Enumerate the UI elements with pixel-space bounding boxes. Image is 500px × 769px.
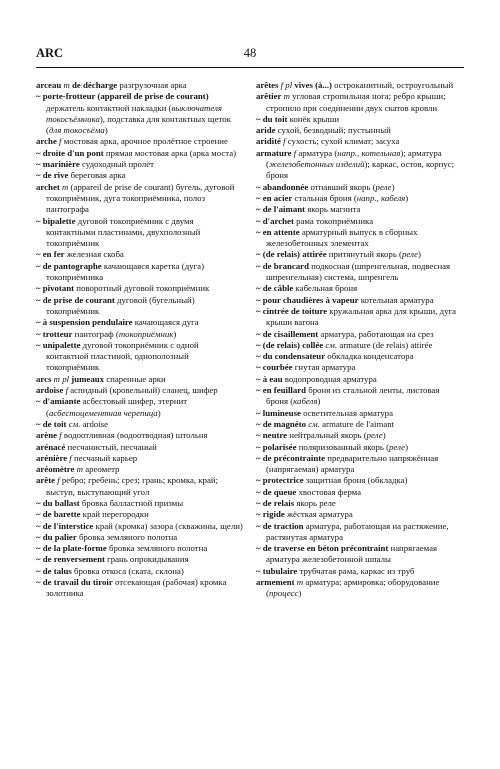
entry-translation: отсекающая (рабочая) кромка золотника	[46, 577, 227, 599]
entry-grammar-note: токоприёмник	[118, 328, 174, 339]
entry-headword: ~ de l'interstice	[36, 520, 94, 531]
dictionary-entry	[256, 148, 463, 182]
dictionary-entry	[256, 430, 463, 441]
entry-translation: край перегородки	[80, 509, 149, 520]
entry-headword: archet	[36, 181, 60, 192]
entry-translation: железная скоба	[64, 249, 124, 260]
entry-headword: ~ de renversement	[36, 554, 105, 565]
entry-headword: ~ de magnéto	[256, 418, 307, 429]
entry-translation: предварительно напряжённая (напрягаемая) арматура	[266, 452, 439, 475]
entry-translation: пантограф (	[72, 328, 119, 339]
dictionary-entry	[36, 80, 243, 91]
entry-translation: )	[157, 407, 161, 418]
entry-headword: ~ du toit	[256, 113, 288, 124]
entry-translation: водопроводная арматура	[282, 373, 377, 384]
entry-grammar-note: для токосъёма	[48, 125, 105, 136]
entry-translation: armature de l'aimant	[322, 418, 395, 429]
entry-headword: ~ porte-frotteur (appareil de prise de courant)	[36, 91, 209, 102]
entry-grammar-note: f	[63, 385, 71, 396]
entry-translation: отпавший якорь (	[308, 181, 376, 192]
dictionary-entry	[256, 475, 463, 486]
page-number: 48	[243, 46, 257, 60]
entry-translation: судоходный пролёт	[79, 159, 154, 170]
right-column	[256, 80, 463, 600]
entry-translation: мостовая арка, арочное пролётное строение	[63, 136, 228, 147]
dictionary-entry	[256, 295, 463, 306]
entry-translation: дуговой токоприёмник с двумя контактными пластинами, двухполозный токоприёмник	[46, 215, 201, 249]
entry-translation: ); арматура (	[266, 147, 442, 170]
dictionary-entry	[256, 385, 463, 408]
left-column	[36, 80, 243, 600]
dictionary-entry	[256, 114, 463, 125]
entry-translation: песчаный карьер	[73, 452, 138, 463]
dictionary-entry	[256, 408, 463, 419]
dictionary-entry	[256, 80, 463, 91]
entry-grammar-note: железобетонных изделий	[268, 159, 365, 170]
entry-headword: ~ de queue	[256, 486, 297, 497]
entry-headword: ~ de précontrainte	[256, 452, 326, 463]
entry-headword: ~ de l'aimant	[256, 204, 306, 215]
entry-headword: arceau	[36, 80, 62, 90]
entry-headword: arénacé	[36, 441, 66, 452]
dictionary-entry	[256, 216, 463, 227]
entry-translation: )	[391, 181, 395, 192]
entry-grammar-note: напр., кабеля	[356, 192, 406, 203]
entry-translation: держатель контактной накладки (	[46, 102, 172, 113]
entry-headword: ~ protectrice	[256, 475, 304, 486]
dictionary-entry	[256, 136, 463, 147]
entry-headword: ~ de talus	[36, 565, 72, 576]
entry-translation: притянутый якорь (	[326, 249, 402, 260]
entry-translation: ); каркас, остов, корпус; броня	[266, 159, 455, 181]
entry-headword: ~ en acier	[256, 192, 293, 203]
dictionary-entry	[36, 283, 243, 294]
entry-grammar-note: f	[67, 452, 74, 463]
entry-translation: песчанистый, песчаный	[65, 441, 157, 452]
entry-headword: ~ (de relais) collée	[256, 339, 324, 350]
entry-headword: ~ tubulaire	[256, 565, 298, 576]
entry-translation: трубчатая рама, каркас из труб	[297, 565, 415, 576]
dictionary-entry	[36, 261, 243, 284]
entry-translation: жёсткая арматура	[284, 509, 353, 520]
entry-headword: armature	[256, 147, 292, 158]
entry-headword: ~ de travail du tiroir	[36, 577, 113, 588]
entry-grammar-note: реле	[366, 430, 383, 441]
entry-translation: дуговой токоприёмник с одной контактной пластиной, однополозный токоприёмник	[46, 339, 199, 373]
entry-headword: ~ du condensateur	[256, 351, 326, 362]
entry-grammar-note: напр., котельная	[337, 147, 401, 158]
entry-grammar-note: реле	[401, 249, 419, 260]
entry-grammar-note: реле	[375, 181, 392, 192]
entry-headword: ~ en feuillard	[256, 385, 307, 396]
dictionary-entry	[36, 498, 243, 509]
entry-headword: ~ d'archet	[256, 215, 294, 226]
entry-translation: арматура, работающая на растяжение, растянутая арматура	[266, 520, 449, 542]
dictionary-entry	[36, 170, 243, 181]
entry-headword: ~ de prise de courant	[36, 294, 115, 305]
dictionary-entry	[256, 283, 463, 294]
dictionary-entry	[36, 182, 243, 216]
entry-headword: ~ de barette	[36, 509, 81, 520]
entry-headword: jumeaux	[71, 373, 105, 384]
entry-headword: ~ cintrée de toiture	[256, 305, 328, 316]
entry-grammar-note: см.	[323, 339, 340, 350]
entry-headword: ~ de cisaillement	[256, 328, 319, 339]
entry-grammar-note: см.	[66, 418, 83, 429]
entry-translation: якорь магнита	[305, 204, 361, 215]
entry-headword: ~ de rive	[36, 170, 69, 181]
entry-headword: ~ du palier	[36, 531, 77, 542]
entry-headword: arêtier	[256, 91, 282, 102]
dictionary-entry	[36, 374, 243, 385]
dictionary-entry	[36, 577, 243, 600]
entry-headword: armement	[256, 577, 295, 588]
dictionary-entry	[36, 295, 243, 318]
dictionary-entry	[256, 487, 463, 498]
entry-grammar-note: см.	[306, 418, 323, 429]
entry-grammar-note: m	[59, 181, 71, 192]
entry-headword: ~ pivotant	[36, 283, 75, 294]
entry-translation: аспидный (кровельный) сланец, шифер	[70, 385, 218, 396]
dictionary-entry	[256, 442, 463, 453]
entry-translation: )	[173, 328, 177, 339]
entry-headword: ~ de relais	[256, 497, 295, 508]
entry-translation: )	[104, 125, 108, 136]
entry-headword: ~ à suspension pendulaire	[36, 317, 133, 328]
entry-translation: ребро; гребень; срез; грань; кромка, край; выступ, выступающий угол	[46, 475, 218, 497]
entry-translation: )	[382, 430, 386, 441]
entry-translation: котельная арматура	[358, 294, 434, 305]
entry-headword: ~ marinière	[36, 159, 80, 170]
entry-translation: )	[405, 192, 409, 203]
dictionary-entry	[256, 204, 463, 215]
entry-headword: ardoise	[36, 385, 64, 396]
dictionary-entry	[256, 91, 463, 114]
entry-headword: ~ de brancard	[256, 260, 309, 271]
entry-translation: качающаяся каретка (дуга) токоприёмника	[46, 260, 205, 283]
entry-translation: прямая мостовая арка (арка моста)	[103, 147, 237, 158]
page-header	[36, 44, 464, 62]
entry-headword: arête	[36, 475, 56, 486]
dictionary-entry	[256, 577, 463, 600]
entry-grammar-note: f	[56, 136, 64, 147]
entry-translation: остроканитный, остроугольный	[331, 80, 454, 90]
entry-translation: (appareil de prise de courant) бугель, дуговой токоприёмник, дуга токоприёмника, полоз пантографа	[46, 181, 235, 215]
entry-headword: de décharge	[72, 80, 118, 90]
dictionary-entry	[256, 329, 463, 340]
entry-headword: aridité	[256, 136, 281, 147]
entry-translation: бровка земляного полотна	[106, 543, 208, 554]
dictionary-entry	[36, 249, 243, 260]
entry-headword: ~ droite d'un pont	[36, 147, 104, 158]
entry-headword: ~ unipalette	[36, 339, 81, 350]
entry-headword: arcs	[36, 373, 52, 384]
entry-translation: )	[298, 588, 302, 599]
entry-headword: ~ de traverse en béton précontraint	[256, 543, 389, 554]
entry-translation: асбестовый шифер, этернит (	[46, 396, 188, 418]
entry-headword: aréomètre	[36, 464, 75, 475]
entry-headword: ~ de pantographe	[36, 260, 102, 271]
dictionary-entry	[256, 182, 463, 193]
dictionary-entry	[256, 306, 463, 329]
entry-translation: осветительная арматура	[300, 407, 393, 418]
entry-headword: arêtes	[256, 80, 279, 90]
dictionary-entry	[256, 543, 463, 566]
entry-translation: armature (de relais) attirée	[339, 339, 433, 350]
guide-word: ARC	[36, 46, 64, 60]
entry-headword: ~ bipalette	[36, 215, 76, 226]
entry-translation: броня из стальной ленты, листовая броня (	[266, 385, 440, 407]
entry-translation: арматура, работающая на срез	[318, 328, 434, 339]
dictionary-entry	[256, 498, 463, 509]
dictionary-entry	[36, 543, 243, 554]
entry-grammar-note: реле	[389, 441, 406, 452]
entry-grammar-note: асбестоцементная черепица	[48, 407, 158, 418]
entry-translation: арматура (	[298, 147, 338, 158]
entry-headword: ~ à eau	[256, 373, 283, 384]
dictionary-entry	[36, 136, 243, 147]
entry-grammar-note: выключателя токосъёмника	[46, 102, 223, 124]
entry-translation: бровка балластной призмы	[79, 497, 184, 508]
entry-headword: ~ abandonnée	[256, 181, 309, 192]
dictionary-entry	[256, 521, 463, 544]
entry-grammar-note: m	[74, 464, 86, 475]
entry-grammar-note: m	[281, 91, 293, 102]
dictionary-entry	[36, 453, 243, 464]
entry-translation: якорь реле	[294, 497, 336, 508]
entry-translation: рама токоприёмника	[293, 215, 374, 226]
dictionary-entry	[36, 419, 243, 430]
entry-headword: ~ polarisée	[256, 441, 297, 452]
entry-translation: ареометр	[85, 464, 120, 475]
entry-headword: ~ pour chaudières à vapeur	[256, 294, 359, 305]
entry-grammar-note: f	[55, 475, 62, 486]
dictionary-entry	[36, 532, 243, 543]
entry-translation: грань опрокидывания	[104, 554, 189, 565]
entry-headword: ~ du ballast	[36, 497, 80, 508]
entry-headword: ~ de la plate-forme	[36, 543, 107, 554]
entry-translation: стальная броня (	[292, 192, 357, 203]
entry-grammar-note: процесс	[268, 588, 299, 599]
dictionary-entry	[36, 317, 243, 328]
entry-translation: )	[405, 441, 409, 452]
dictionary-entry	[36, 385, 243, 396]
dictionary-entry	[256, 374, 463, 385]
dictionary-entry	[36, 442, 243, 453]
dictionary-entry	[36, 521, 243, 532]
dictionary-entry	[36, 159, 243, 170]
entry-translation: ), подставка для контактных щеток (	[46, 113, 231, 136]
entry-grammar-note: f pl	[278, 80, 295, 90]
dictionary-entry	[256, 340, 463, 351]
entry-translation: сухой, безводный; пустынный	[275, 125, 391, 136]
entry-translation: угловая стропильная нога; ребро крыши; стропило при соединении двух скатов кровли	[266, 91, 446, 113]
entry-headword: arène	[36, 430, 58, 441]
entry-translation: качающаяся дуга	[132, 317, 199, 328]
entry-headword: ~ d'amiante	[36, 396, 81, 407]
dictionary-entry	[256, 566, 463, 577]
entry-grammar-note: f	[280, 136, 288, 147]
dictionary-entry	[36, 329, 243, 340]
entry-translation: ardoise	[82, 418, 109, 429]
dictionary-entry	[256, 453, 463, 476]
dictionary-entry	[256, 261, 463, 284]
entry-headword: ~ trotteur	[36, 328, 73, 339]
dictionary-entry	[36, 148, 243, 159]
dictionary-entry	[36, 340, 243, 374]
entry-headword: ~ de câble	[256, 283, 294, 294]
entry-translation: кружальная арка для крыши, дуга крыши вагона	[266, 305, 456, 328]
dictionary-entry	[36, 216, 243, 250]
dictionary-entry	[256, 509, 463, 520]
entry-translation: дуговой (бугельный) токоприёмник	[46, 294, 195, 316]
entry-translation: хвостовая ферма	[296, 486, 362, 497]
entry-grammar-note: m	[61, 80, 73, 90]
entry-translation: конёк крыши	[287, 113, 340, 124]
dictionary-entry	[256, 249, 463, 260]
entry-translation: бровка откоса (ската, склона)	[71, 565, 184, 576]
entry-headword: arénière	[36, 452, 68, 463]
entry-grammar-note: f	[291, 147, 299, 158]
entry-translation: спаренные арки	[104, 373, 166, 384]
entry-translation: нейтральный якорь (	[287, 430, 367, 441]
entry-headword: arche	[36, 136, 57, 147]
entry-grammar-note: кабеля	[293, 396, 318, 407]
entry-translation: поляризованный якорь (	[296, 441, 390, 452]
entry-translation: арматура; армировка; оборудование (	[266, 577, 440, 599]
dictionary-entry	[256, 351, 463, 362]
entry-headword: ~ en attente	[256, 226, 300, 237]
entry-translation: )	[317, 396, 321, 407]
entry-translation: подкосная (шпренгельная, подвесная шпренгельная) система, шпренгель	[266, 260, 451, 283]
entry-translation: сухость; сухой климат; засуха	[287, 136, 400, 147]
entry-grammar-note: f	[57, 430, 64, 441]
entry-translation: )	[418, 249, 421, 260]
entry-headword: ~ (de relais) attirée	[256, 249, 327, 260]
entry-translation: обкладка конденсатора	[325, 351, 414, 362]
entry-translation: арматурный выпуск в сборных железобетонных элементах	[266, 226, 418, 249]
dictionary-entry	[256, 193, 463, 204]
dictionary-entry	[36, 566, 243, 577]
entry-translation: гнутая арматура	[292, 362, 356, 373]
dictionary-entry	[256, 362, 463, 373]
dictionary-entry	[36, 509, 243, 520]
entry-translation: край (кромка) зазора (скважины, щели)	[93, 520, 243, 531]
dictionary-entry	[36, 554, 243, 565]
dictionary-entry	[256, 125, 463, 136]
entry-translation: береговая арка	[68, 170, 126, 181]
entry-translation: защитная броня (обкладка)	[303, 475, 408, 486]
entry-headword: ~ en fer	[36, 249, 65, 260]
entry-translation: бровка земляного полотна	[76, 531, 178, 542]
entry-headword: ~ lumineuse	[256, 407, 301, 418]
entry-headword: vives (à...)	[294, 80, 332, 90]
entry-grammar-note: m	[294, 577, 306, 588]
dictionary-entry	[36, 430, 243, 441]
entry-headword: ~ de toit	[36, 418, 67, 429]
dictionary-entry	[256, 227, 463, 250]
header-rule	[36, 67, 464, 68]
dictionary-entry	[256, 419, 463, 430]
dictionary-entry	[36, 396, 243, 419]
entry-translation: водоотливная (водоотводная) штольня	[63, 430, 208, 441]
dictionary-entry	[36, 475, 243, 498]
dictionary-entry	[36, 91, 243, 136]
entry-headword: ~ rigide	[256, 509, 285, 520]
entry-translation: кабельная броня	[293, 283, 358, 294]
entry-grammar-note: m pl	[51, 373, 72, 384]
entry-translation: напрягаемая арматура железобетонной шпалы	[266, 543, 438, 565]
entry-headword: ~ courbée	[256, 362, 293, 373]
entry-translation: поворотный дуговой токоприёмник	[74, 283, 210, 294]
dictionary-entry	[36, 464, 243, 475]
entry-headword: ~ neutre	[256, 430, 288, 441]
entry-translation: разгрузочная арка	[117, 80, 187, 90]
entry-headword: ~ de traction	[256, 520, 304, 531]
entry-headword: aride	[256, 125, 276, 136]
